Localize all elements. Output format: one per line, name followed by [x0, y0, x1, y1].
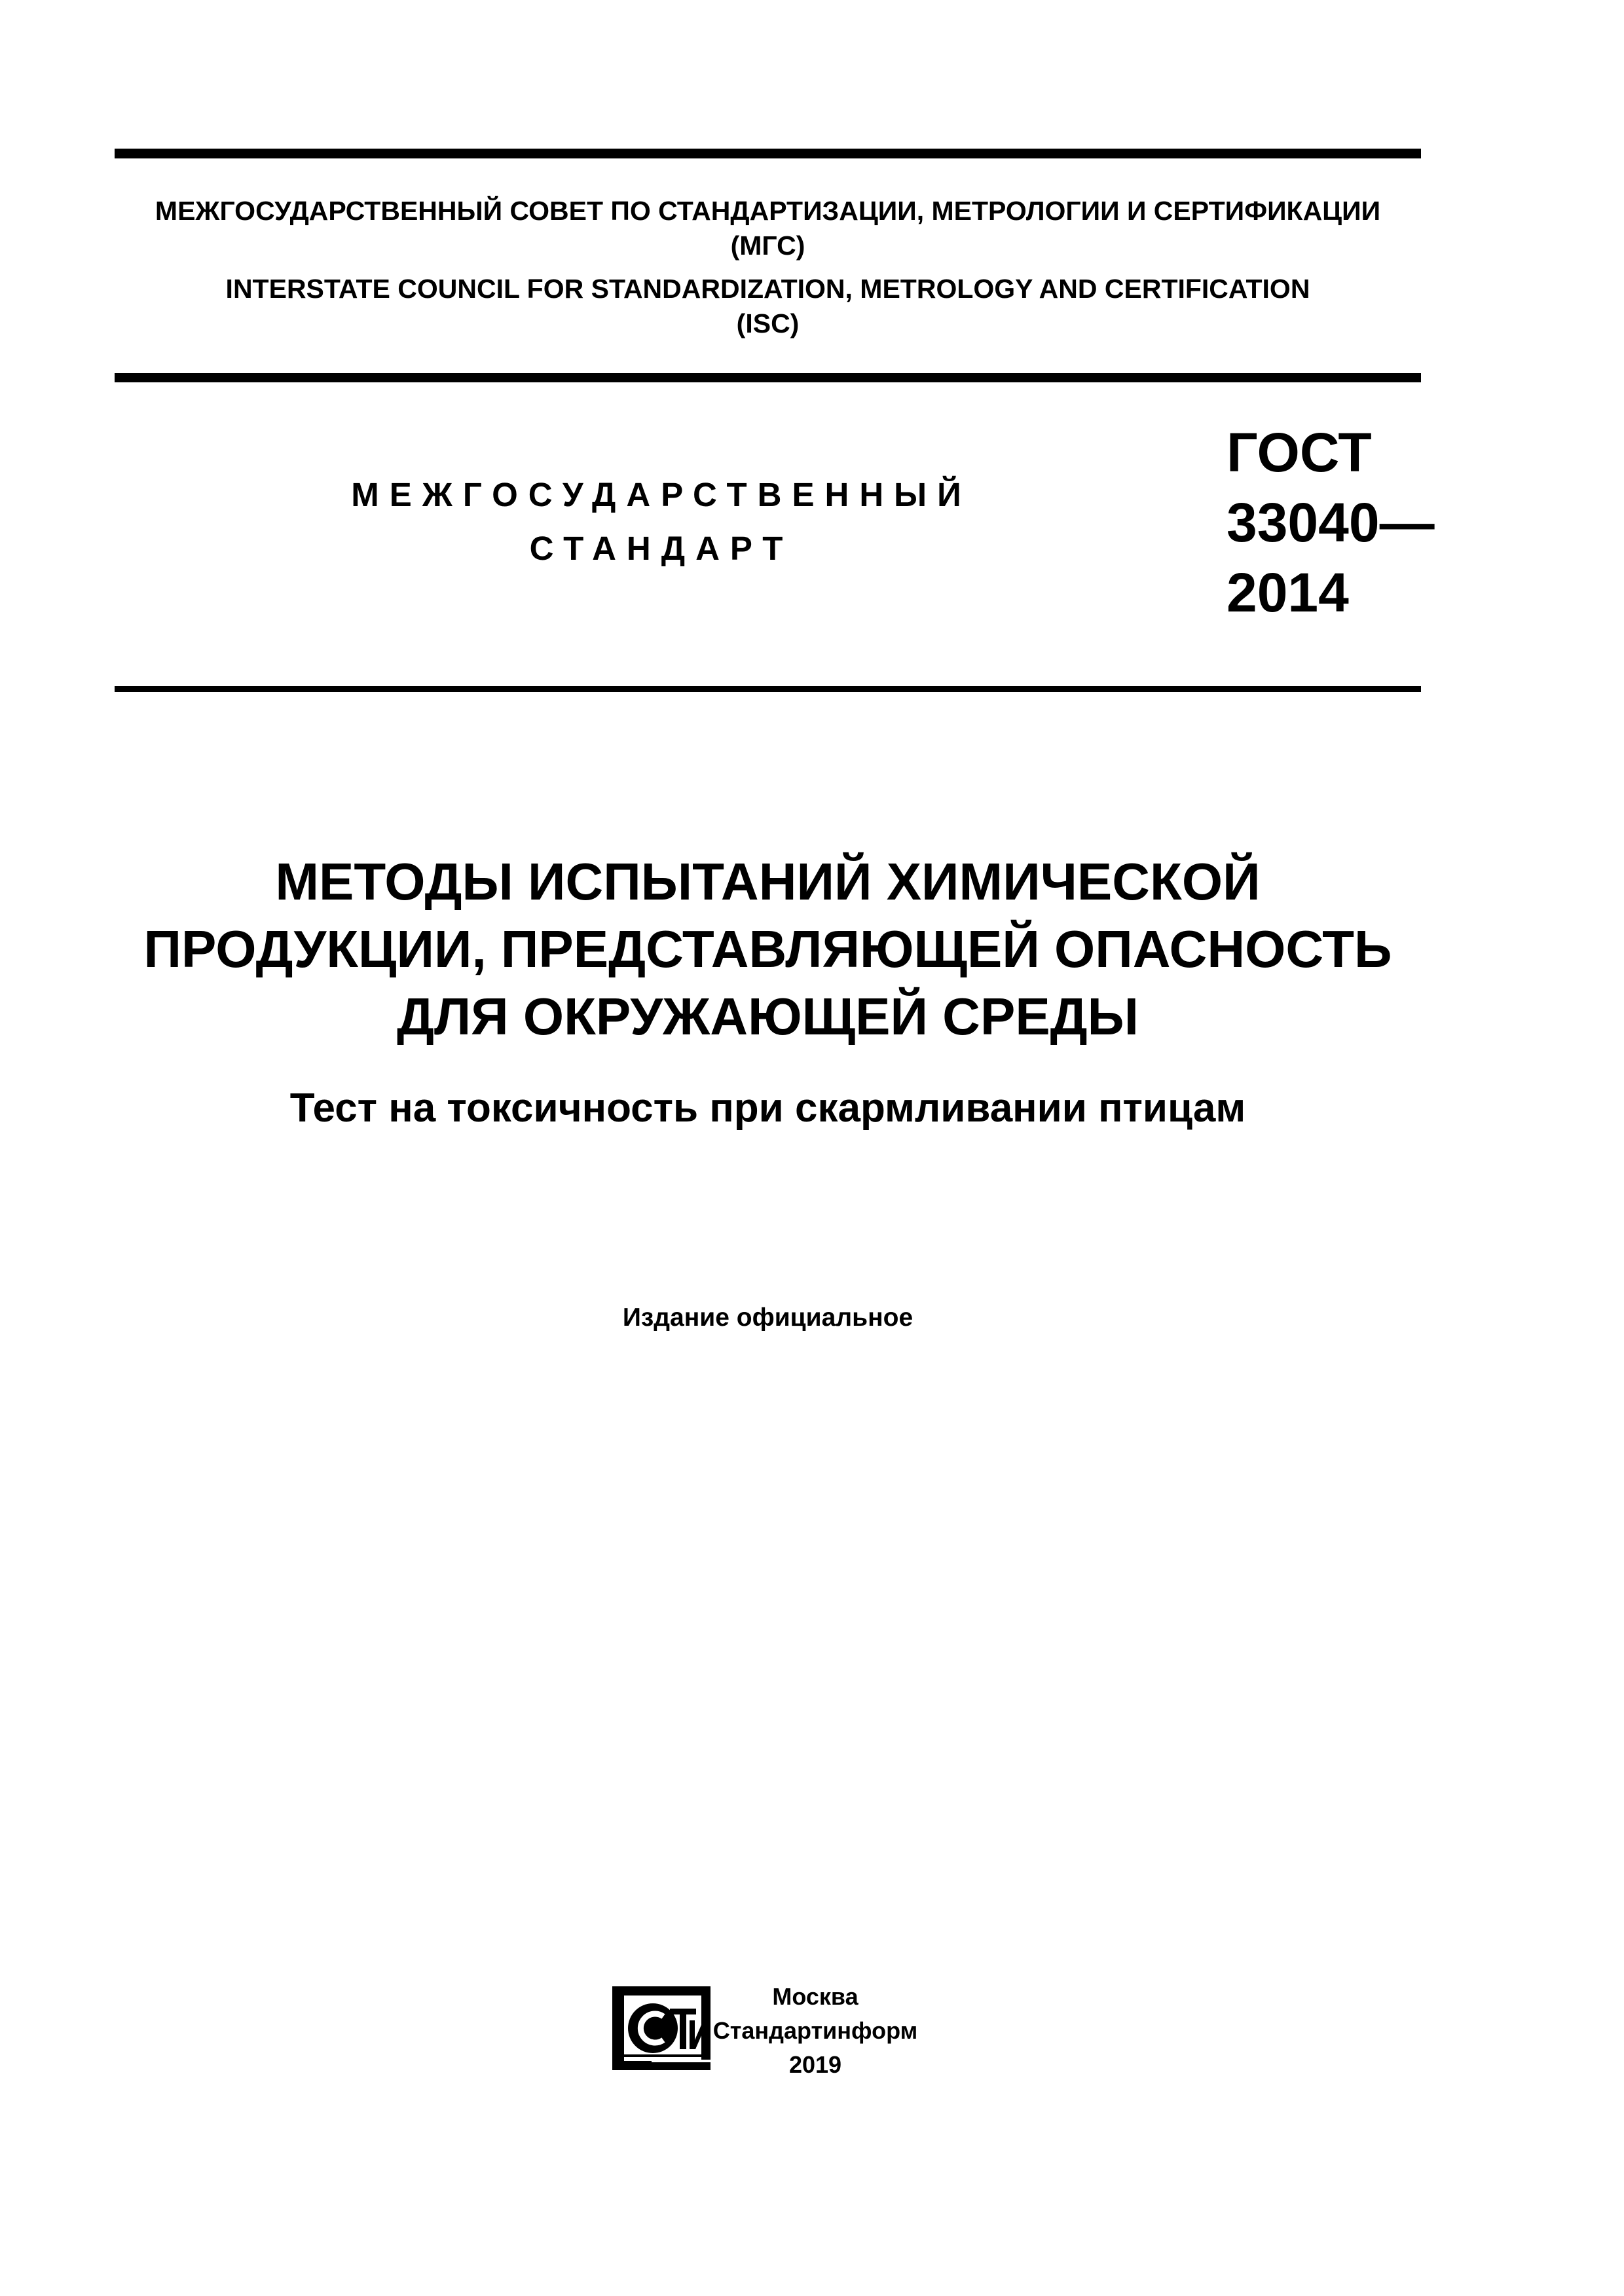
document-title — [115, 848, 1421, 1050]
title-line: МЕТОДЫ ИСПЫТАНИЙ ХИМИЧЕСКОЙ — [275, 852, 1261, 911]
council-name-en — [115, 272, 1421, 341]
title-line: ДЛЯ ОКРУЖАЮЩЕЙ СРЕДЫ — [397, 987, 1139, 1046]
council-name-ru-line: МЕЖГОСУДАРСТВЕННЫЙ СОВЕТ ПО СТАНДАРТИЗАЦИИ, МЕТРОЛОГИИ И СЕРТИФИКАЦИИ — [155, 196, 1381, 226]
lower-divider — [115, 686, 1421, 692]
standard-type-line1: МЕЖГОСУДАРСТВЕННЫЙ — [351, 476, 972, 513]
standard-type-label — [327, 468, 995, 575]
middle-divider — [115, 373, 1421, 382]
gost-prefix: ГОСТ — [1227, 422, 1372, 483]
council-name-en-line: INTERSTATE COUNCIL FOR STANDARDIZATION, METROLOGY AND CERTIFICATION — [225, 274, 1310, 304]
council-abbr-ru: (МГС) — [730, 230, 805, 261]
standartinform-logo-icon — [612, 1986, 710, 2070]
edition-note: Издание официальное — [622, 1303, 913, 1332]
gost-year: 2014 — [1227, 562, 1349, 623]
top-divider — [115, 149, 1421, 158]
standard-type-line2: СТАНДАРТ — [529, 530, 794, 567]
publication-year: 2019 — [788, 2051, 842, 2078]
council-abbr-en: (ISC) — [736, 308, 800, 338]
gost-designation — [1227, 418, 1435, 628]
document-subtitle: Тест на токсичность при скармливании птицам — [289, 1085, 1246, 1131]
gost-number: 33040— — [1227, 492, 1435, 553]
publisher-name: Стандартинформ — [712, 2017, 918, 2044]
publisher-block — [710, 1980, 920, 2082]
council-name-ru — [115, 194, 1421, 263]
publisher-city: Москва — [772, 1983, 858, 2010]
title-line: ПРОДУКЦИИ, ПРЕДСТАВЛЯЮЩЕЙ ОПАСНОСТЬ — [143, 920, 1392, 978]
